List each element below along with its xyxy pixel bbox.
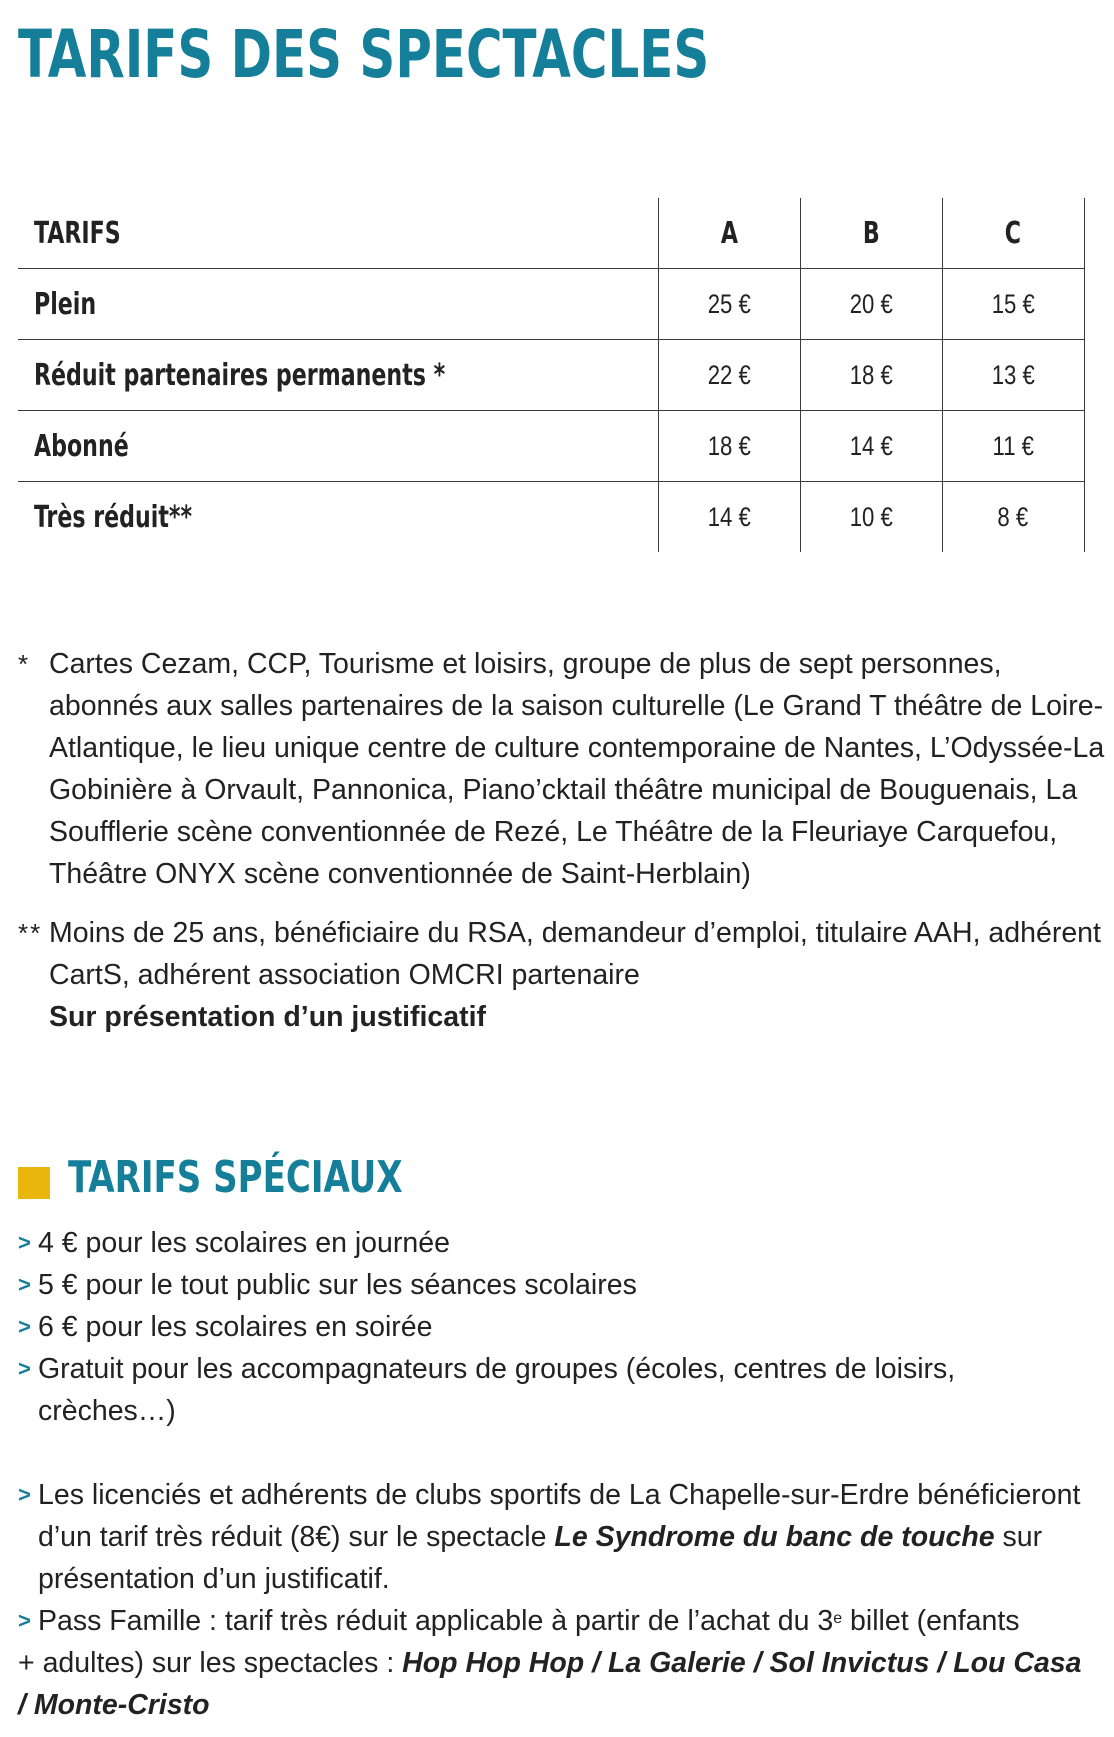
show-titles: Hop Hop Hop / La Galerie / Sol Invictus / Lou Casa / Monte-Cristo	[18, 1647, 1082, 1721]
price-cell: 15 €	[942, 269, 1084, 340]
list-item: > Gratuit pour les accompagnateurs de groupes (écoles, centres de loisirs, crèches…)	[18, 1348, 1088, 1432]
page-title: TARIFS DES SPECTACLES	[18, 16, 710, 93]
table-row	[18, 340, 1084, 411]
footnote-mark: **	[18, 918, 43, 948]
show-title: Le Syndrome du banc de touche	[554, 1521, 995, 1553]
footnote-text: Moins de 25 ans, bénéficiaire du RSA, demandeur d’emploi, titulaire AAH, adhérent CartS, adhérent association OMCRI partenaire	[49, 917, 1101, 991]
list-item-clubs: > Les licenciés et adhérents de clubs sportifs de La Chapelle-sur-Erdre bénéficieront d’un tarif très réduit (8€) sur le spectacle Le Syndrome du banc de touche sur présentation d’un justificatif.	[18, 1474, 1088, 1600]
table-header-col-c: C	[942, 198, 1084, 269]
price-cell: 10 €	[800, 482, 942, 553]
price-cell: 18 €	[658, 411, 800, 482]
chevron-right-icon: >	[18, 1272, 31, 1297]
table-row	[18, 269, 1084, 340]
price-cell: 13 €	[942, 340, 1084, 411]
list-item-pass-famille: > Pass Famille : tarif très réduit applicable à partir de l’achat du 3e billet (enfants	[18, 1600, 1088, 1642]
price-table	[18, 198, 1085, 552]
price-cell: 20 €	[800, 269, 942, 340]
row-label: Réduit partenaires permanents *	[18, 340, 658, 411]
price-cell: 18 €	[800, 340, 942, 411]
chevron-right-icon: >	[18, 1314, 31, 1339]
special-offers-list	[18, 1474, 1088, 1726]
list-item: > 5 € pour le tout public sur les séances scolaires	[18, 1264, 1088, 1306]
price-cell: 14 €	[658, 482, 800, 553]
list-item: > 4 € pour les scolaires en journée	[18, 1222, 1088, 1264]
footnote-proof-note: Sur présentation d’un justificatif	[49, 1001, 487, 1033]
chevron-right-icon: >	[18, 1482, 31, 1507]
price-cell: 14 €	[800, 411, 942, 482]
table-header-label: TARIFS	[18, 198, 658, 269]
section-square-icon	[18, 1167, 50, 1199]
chevron-right-icon: >	[18, 1230, 31, 1255]
row-label: Plein	[18, 269, 658, 340]
footnote-mark: *	[18, 649, 29, 679]
price-cell: 8 €	[942, 482, 1084, 553]
footnote-text: Cartes Cezam, CCP, Tourisme et loisirs, groupe de plus de sept personnes, abonnés aux salles partenaires de la saison culturelle (Le Grand T théâtre de Loire-Atlantique, le lieu unique centre de culture contemporaine de Nantes, L’Odyssée-La Gobinière à Orvault, Pannonica, Piano’cktail théâtre municipal de Bouguenais, La Soufflerie scène conventionnée de Rezé, Le Théâtre de la Fleuriaye Carquefou, Théâtre ONYX scène conventionnée de Saint-Herblain)	[49, 648, 1105, 890]
section-title: TARIFS SPÉCIAUX	[68, 1152, 403, 1203]
price-cell: 25 €	[658, 269, 800, 340]
table-header-col-a: A	[658, 198, 800, 269]
row-label: Abonné	[18, 411, 658, 482]
row-label: Très réduit**	[34, 499, 193, 535]
table-header-col-b: B	[800, 198, 942, 269]
price-cell: 22 €	[658, 340, 800, 411]
table-header-row	[18, 198, 1084, 269]
table-row	[18, 482, 1084, 553]
list-item: > 6 € pour les scolaires en soirée	[18, 1306, 1088, 1348]
footnote-very-reduced	[18, 912, 1101, 1038]
footnote-partners	[18, 643, 1105, 895]
table-row	[18, 411, 1084, 482]
price-cell: 11 €	[942, 411, 1084, 482]
chevron-right-icon: >	[18, 1356, 31, 1381]
list-item-pass-famille-cont: + adultes) sur les spectacles : Hop Hop Hop / La Galerie / Sol Invictus / Lou Casa / Monte-Cristo	[18, 1647, 1082, 1721]
footnote-body	[49, 912, 1105, 1038]
chevron-right-icon: >	[18, 1608, 31, 1633]
special-rates-list	[18, 1222, 1088, 1432]
